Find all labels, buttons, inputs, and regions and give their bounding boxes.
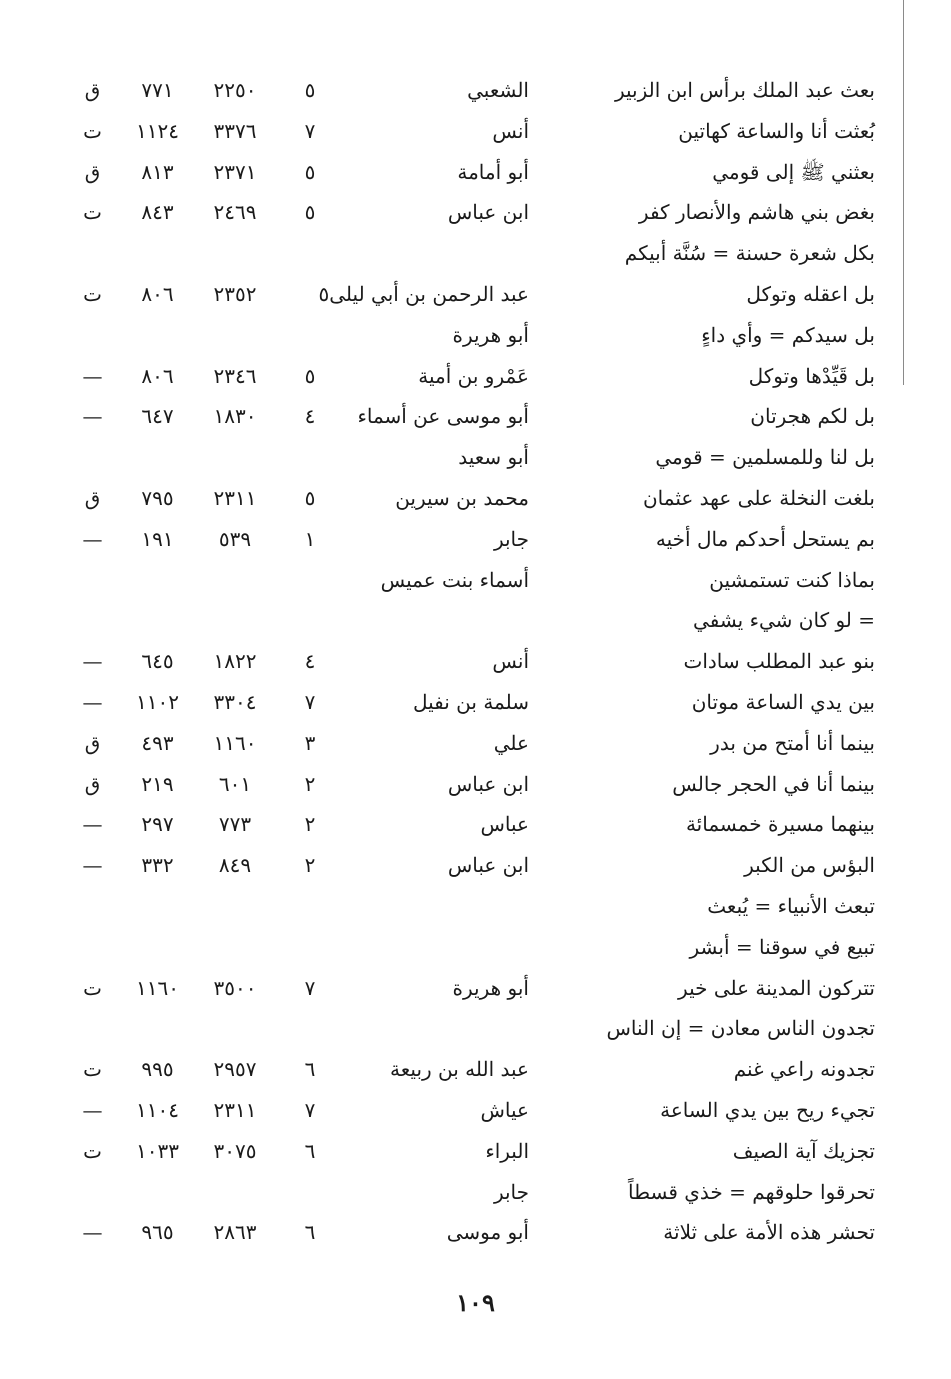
volume-number: ٦ (304, 1220, 316, 1245)
narrator: جابر (493, 526, 529, 551)
page-ref: ٢٣٤٦ (213, 363, 257, 388)
hadith-number: ١١٠٢ (136, 689, 179, 714)
page-ref: ٢٤٦٩ (213, 200, 257, 225)
source-mark: ت (83, 200, 102, 225)
hadith-number (120, 437, 195, 478)
narrator: أبو هريرة (452, 322, 529, 347)
volume-number (295, 927, 325, 968)
table-row (0, 764, 951, 805)
source-mark: ق (84, 159, 101, 184)
volume-number (295, 886, 325, 927)
hadith-text: بعث عبد الملك برأس ابن الزبير (614, 78, 875, 102)
narrator: أبو موسى (446, 1220, 529, 1245)
page-ref: ٧٧٣ (218, 812, 252, 837)
source-mark (70, 560, 115, 601)
source-mark (70, 1172, 115, 1213)
hadith-text: بل لكم هجرتان (750, 404, 875, 429)
page-ref (195, 437, 275, 478)
page-ref: ٢٨٦٣ (213, 1220, 257, 1245)
page-ref (195, 560, 275, 601)
source-mark: — (82, 649, 103, 674)
source-mark: — (82, 526, 103, 551)
volume-number: ٥ (304, 363, 316, 388)
hadith-text: = لو كان شيء يشفي (693, 608, 875, 633)
hadith-number (120, 1008, 195, 1049)
narrator: ابن عباس (447, 853, 529, 878)
hadith-number (120, 560, 195, 601)
page-ref: ٢٩٥٧ (213, 1057, 257, 1082)
hadith-number: ١١٢٤ (136, 118, 179, 143)
hadith-text: بم يستحل أحدكم مال أخيه (655, 526, 875, 551)
narrator: ابن عباس (447, 771, 529, 796)
source-mark: — (82, 404, 103, 429)
hadith-number: ١٠٣٣ (136, 1138, 179, 1163)
volume-number (295, 274, 325, 315)
page-number: ١٠٩ (456, 1288, 495, 1317)
source-mark: — (82, 689, 103, 714)
volume-number: ٥ (304, 159, 316, 184)
source-mark: — (82, 1220, 103, 1245)
source-mark: ق (84, 771, 101, 796)
page-ref (195, 315, 275, 356)
narrator: أبو سعيد (458, 445, 529, 470)
table-row (0, 560, 951, 601)
narrator (299, 600, 529, 641)
volume-number (295, 560, 325, 601)
hadith-number (120, 927, 195, 968)
narrator: أسماء بنت عميس (380, 567, 529, 592)
volume-number: ٧ (304, 689, 316, 714)
hadith-number: ٨٤٣ (141, 200, 174, 225)
source-mark (70, 886, 115, 927)
page-ref: ٢٢٥٠ (213, 78, 257, 102)
page-ref: ٣٣٠٤ (213, 689, 257, 714)
table-row (0, 396, 951, 437)
hadith-number (120, 886, 195, 927)
hadith-text: بينهما مسيرة خمسمائة (685, 812, 875, 837)
table-row (0, 1172, 951, 1213)
hadith-number: ٣٣٢ (141, 853, 174, 878)
source-mark: ت (83, 118, 102, 143)
volume-number: ٤ (304, 404, 316, 429)
hadith-number: ١١٠٤ (136, 1097, 179, 1122)
page-ref (195, 600, 275, 641)
hadith-number: ٤٩٣ (141, 730, 174, 755)
volume-number: ٢ (304, 812, 316, 837)
hadith-number: ٨١٣ (141, 159, 174, 184)
source-mark: — (82, 812, 103, 837)
page-ref: ٨٤٩ (218, 853, 252, 878)
table-row (0, 233, 951, 274)
hadith-number (120, 315, 195, 356)
volume-number: ٦ (304, 1057, 316, 1082)
table-row (0, 192, 951, 233)
source-mark: — (82, 853, 103, 878)
hadith-number: ٩٩٥ (141, 1057, 174, 1082)
hadith-text: تحشر هذه الأمة على ثلاثة (663, 1220, 875, 1245)
hadith-text: بعثني ﷺ إلى قومي (712, 159, 875, 184)
source-mark: ت (83, 281, 102, 306)
table-row (0, 927, 951, 968)
page-ref: ١٨٢٢ (213, 649, 257, 674)
source-mark: ت (83, 975, 102, 1000)
index-table (0, 70, 951, 1253)
table-row (0, 437, 951, 478)
table-row (0, 274, 951, 315)
hadith-text: بُعثت أنا والساعة كهاتين (678, 118, 875, 143)
narrator: أنس (492, 649, 529, 674)
hadith-text: البؤس من الكبر (744, 853, 875, 878)
hadith-number: ٢٩٧ (141, 812, 174, 837)
hadith-text: بل سيدكم = وأي داءٍ (701, 322, 875, 347)
hadith-number (120, 233, 195, 274)
page-ref: ١١٦٠ (213, 730, 257, 755)
narrator: أبو هريرة (452, 975, 529, 1000)
narrator: عبد الله بن ربيعة (390, 1057, 529, 1082)
table-row (0, 152, 951, 193)
hadith-number: ٢١٩ (141, 771, 174, 796)
hadith-text: بل اعقله وتوكل (746, 281, 875, 306)
volume-number: ٧ (304, 975, 316, 1000)
volume-number: ٧ (304, 1097, 316, 1122)
narrator: أبو أمامة (457, 159, 529, 184)
hadith-number: ٦٤٥ (141, 649, 174, 674)
hadith-text: بينما أنا أمتح من بدر (710, 730, 875, 755)
table-row (0, 315, 951, 356)
volume-number (295, 315, 325, 356)
table-row (0, 804, 951, 845)
narrator: البراء (485, 1138, 529, 1163)
narrator (299, 927, 529, 968)
hadith-text: تجزيك آية الصيف (732, 1138, 875, 1163)
table-row (0, 886, 951, 927)
narrator: أبو موسى عن أسماء (357, 404, 529, 429)
volume-number: ٢ (304, 853, 316, 878)
volume-number: ٢ (304, 771, 316, 796)
page-ref: ٣٣٧٦ (213, 118, 257, 143)
narrator: عبد الرحمن بن أبي ليلى٥ (318, 281, 529, 306)
hadith-number: ٨٠٦ (141, 363, 174, 388)
hadith-text: تتركون المدينة على خير (678, 975, 875, 1000)
source-mark: — (82, 1097, 103, 1122)
table-row (0, 356, 951, 397)
volume-number (295, 437, 325, 478)
table-row (0, 519, 951, 560)
page-ref (195, 1008, 275, 1049)
hadith-text: بلغت النخلة على عهد عثمان (642, 485, 875, 510)
hadith-text: بل لنا وللمسلمين = قومي (655, 445, 875, 470)
source-mark: ق (84, 78, 101, 102)
narrator: الشعبي (467, 78, 529, 102)
table-row (0, 1131, 951, 1172)
table-row (0, 1090, 951, 1131)
table-row (0, 600, 951, 641)
narrator (299, 1008, 529, 1049)
hadith-number: ٧٩٥ (141, 485, 174, 510)
narrator: عياش (480, 1097, 529, 1122)
narrator (299, 233, 529, 274)
page-ref: ٦٠١ (218, 771, 252, 796)
table-row (0, 682, 951, 723)
narrator: علي (493, 730, 529, 755)
source-mark (70, 315, 115, 356)
table-row (0, 1049, 951, 1090)
hadith-text: بينما أنا في الحجر جالس (672, 771, 875, 796)
narrator (299, 886, 529, 927)
hadith-text: بغض بني هاشم والأنصار كفر (638, 200, 875, 225)
page-ref: ٢٣١١ (213, 1097, 257, 1122)
hadith-number: ٧٧١ (141, 78, 174, 102)
source-mark: ت (83, 1057, 102, 1082)
page-ref (195, 886, 275, 927)
hadith-text: بل قَيِّدْها وتوكل (748, 363, 875, 388)
table-row (0, 1008, 951, 1049)
hadith-text: تجيء ريح بين يدي الساعة (660, 1097, 875, 1122)
hadith-text: بنو عبد المطلب سادات (683, 649, 875, 674)
volume-number (295, 1008, 325, 1049)
volume-number (295, 600, 325, 641)
page-ref: ٢٣١١ (213, 485, 257, 510)
table-row (0, 845, 951, 886)
hadith-text: تجدون الناس معادن = إن الناس (606, 1016, 875, 1041)
table-row (0, 1212, 951, 1253)
hadith-text: تجدونه راعي غنم (733, 1057, 875, 1082)
volume-number: ٥ (304, 200, 316, 225)
source-mark (70, 600, 115, 641)
table-row (0, 723, 951, 764)
volume-number (295, 1172, 325, 1213)
page-ref: ٣٥٠٠ (213, 975, 257, 1000)
source-mark (70, 927, 115, 968)
hadith-number: ٦٤٧ (141, 404, 174, 429)
hadith-text: تبعث الأنبياء = يُبعث (707, 893, 875, 918)
source-mark: ت (83, 1138, 102, 1163)
source-mark: ق (84, 485, 101, 510)
page-ref (195, 927, 275, 968)
page-ref: ٢٣٥٢ (213, 281, 257, 306)
source-mark: — (82, 363, 103, 388)
table-row (0, 70, 951, 111)
volume-number: ١ (304, 526, 316, 551)
table-row (0, 641, 951, 682)
hadith-text: بكل شعرة حسنة = سُنَّة أبيكم (624, 241, 875, 266)
narrator: محمد بن سيرين (395, 485, 529, 510)
narrator: سلمة بن نفيل (412, 689, 529, 714)
narrator: أنس (492, 118, 529, 143)
page-ref: ٢٣٧١ (213, 159, 257, 184)
hadith-number: ١١٦٠ (136, 975, 179, 1000)
page-ref: ٥٣٩ (218, 526, 252, 551)
volume-number: ٧ (304, 118, 316, 143)
hadith-text: تبيع في سوقنا = أبشر (689, 934, 875, 959)
table-row (0, 111, 951, 152)
volume-number: ٥ (304, 78, 316, 102)
table-row (0, 478, 951, 519)
hadith-text: بين يدي الساعة موتان (691, 689, 875, 714)
hadith-number (120, 600, 195, 641)
page-ref: ١٨٣٠ (213, 404, 257, 429)
hadith-number: ١٩١ (141, 526, 174, 551)
volume-number: ٣ (304, 730, 316, 755)
source-mark (70, 437, 115, 478)
page-ref (195, 1172, 275, 1213)
hadith-number (120, 1172, 195, 1213)
page-ref (195, 233, 275, 274)
hadith-number: ٩٦٥ (141, 1220, 174, 1245)
source-mark (70, 233, 115, 274)
table-row (0, 968, 951, 1009)
volume-number: ٤ (304, 649, 316, 674)
source-mark (70, 1008, 115, 1049)
page-ref: ٣٠٧٥ (213, 1138, 257, 1163)
volume-number: ٥ (304, 485, 316, 510)
narrator: عباس (480, 812, 529, 837)
hadith-text: بماذا كنت تستمشين (709, 567, 875, 592)
narrator: عَمْرو بن أمية (418, 363, 529, 388)
volume-number (295, 233, 325, 274)
narrator: ابن عباس (447, 200, 529, 225)
hadith-number: ٨٠٦ (141, 281, 174, 306)
source-mark: ق (84, 730, 101, 755)
narrator: جابر (493, 1179, 529, 1204)
volume-number: ٦ (304, 1138, 316, 1163)
hadith-text: تحرقوا حلوقهم = خذي قسطاً (628, 1179, 875, 1204)
